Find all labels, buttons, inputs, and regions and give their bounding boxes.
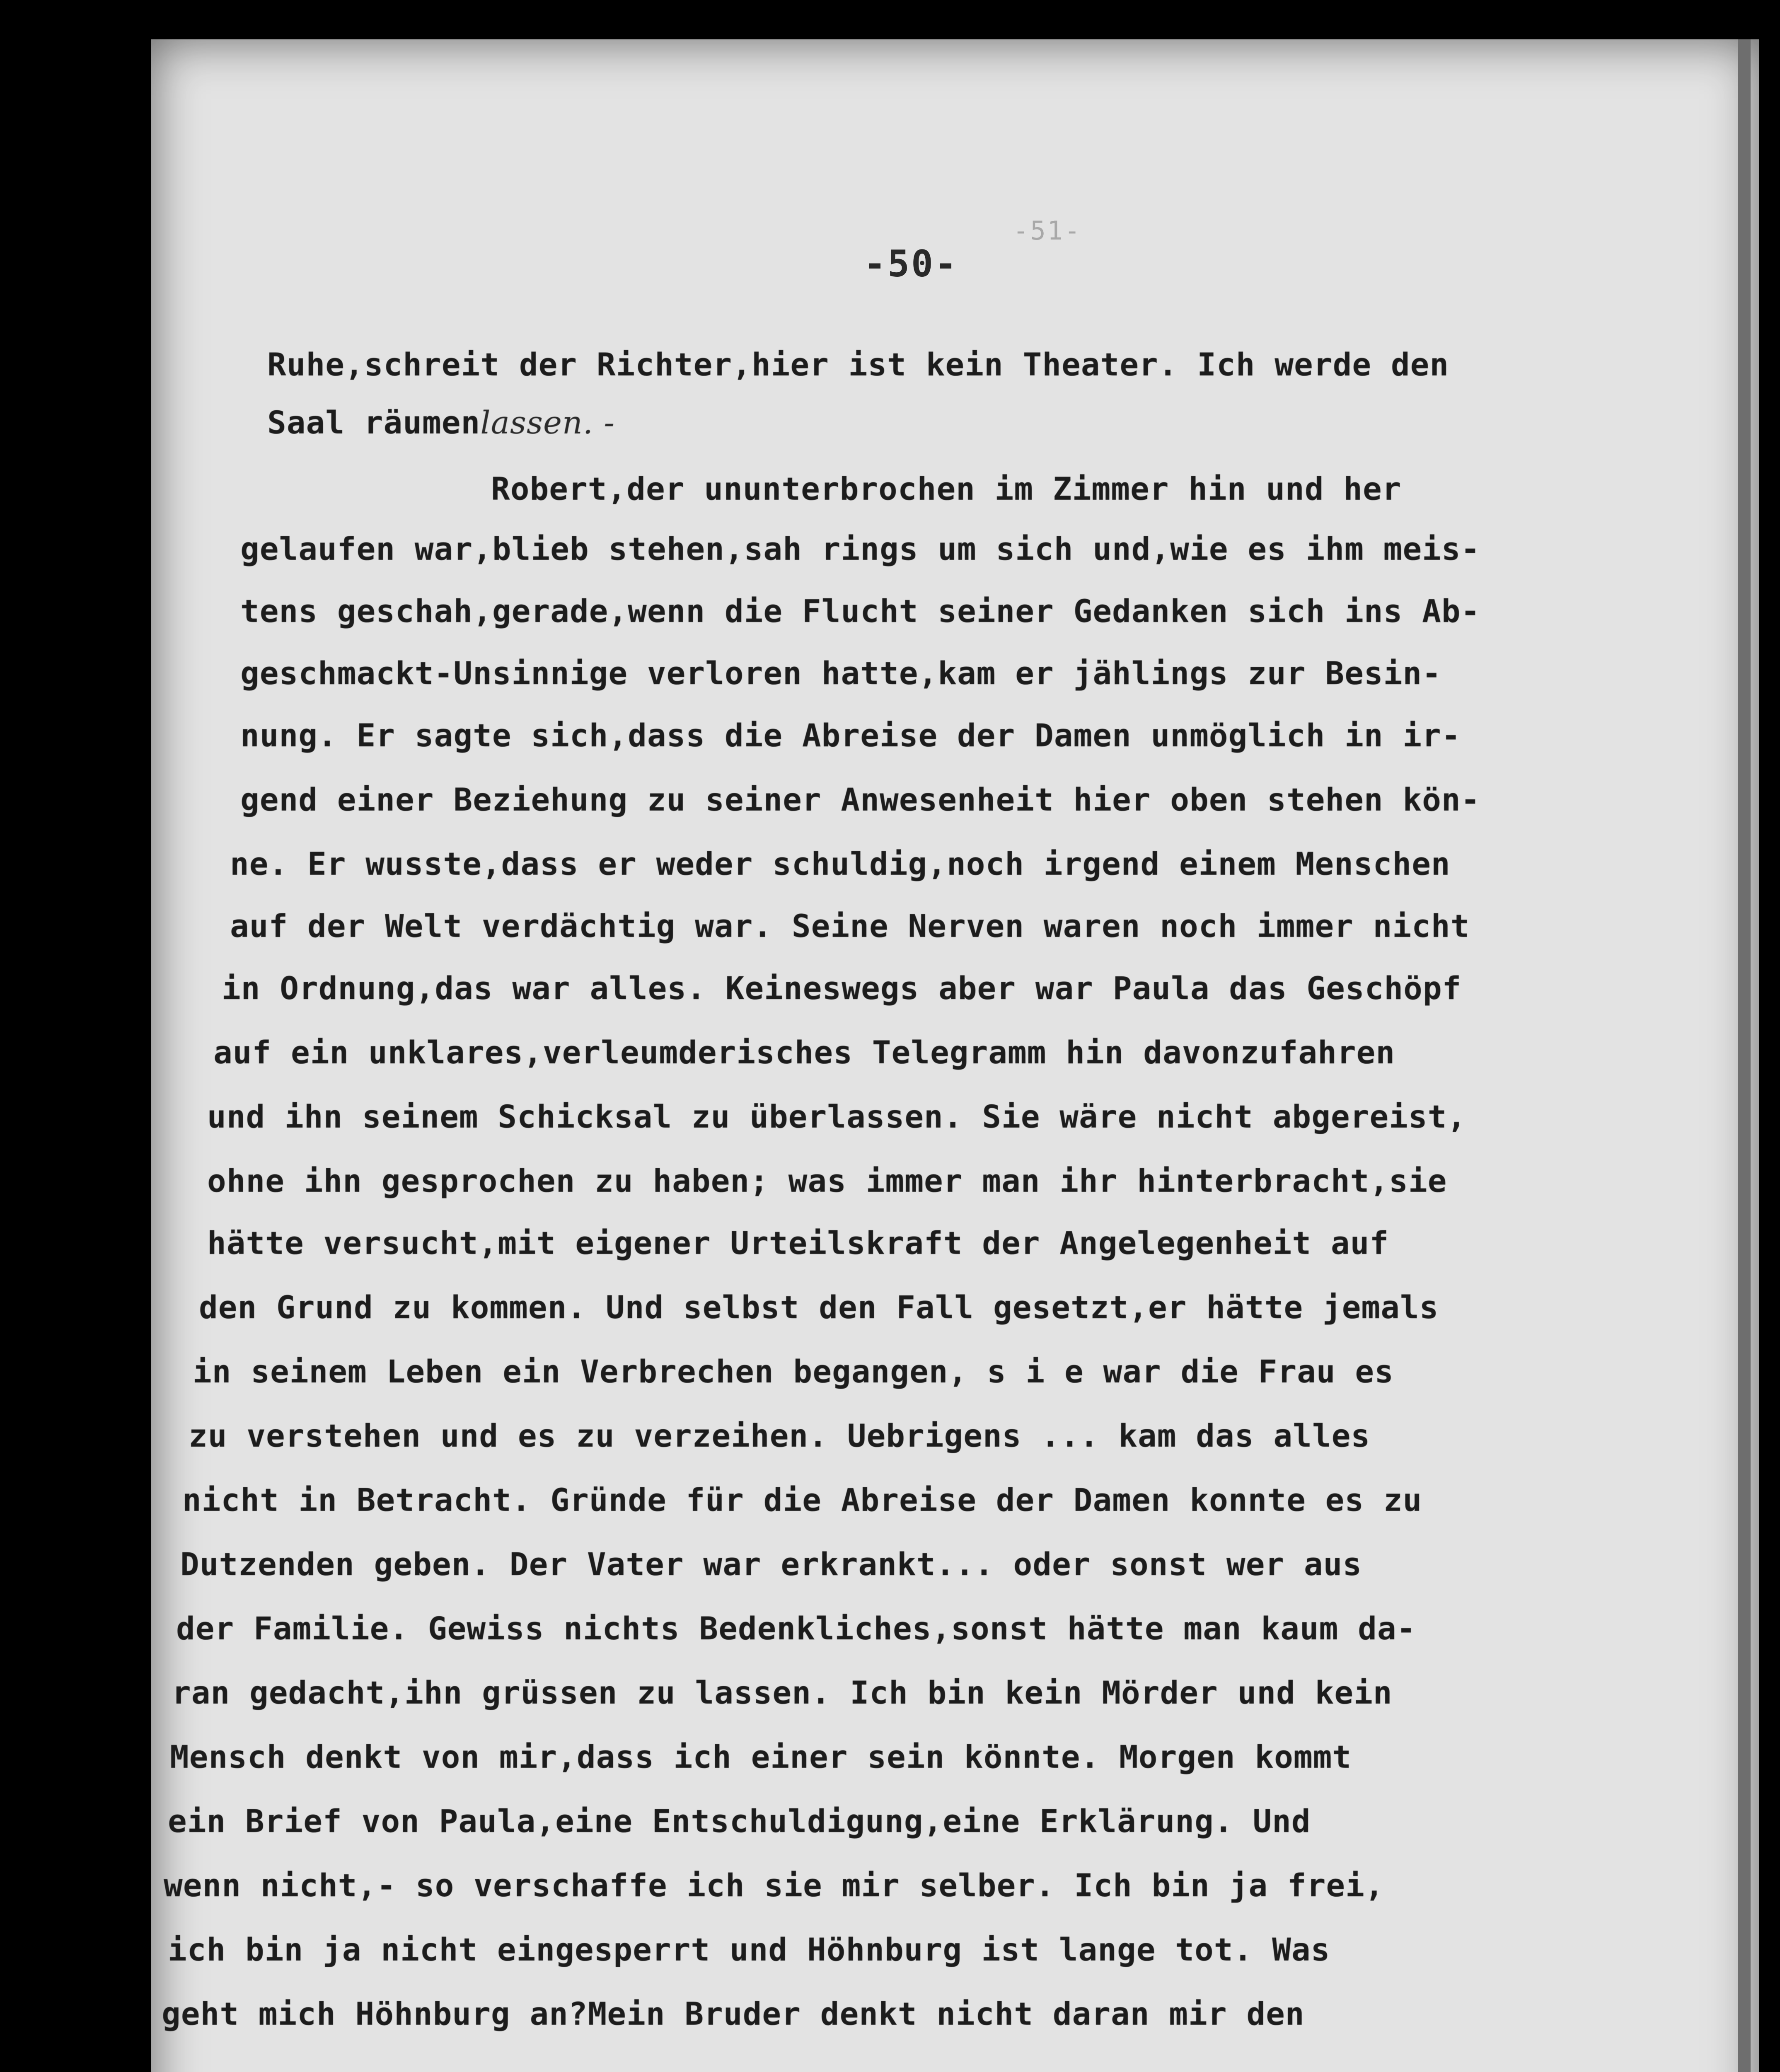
text-line: tens geschah,gerade,wenn die Flucht seiner Gedanken sich ins Ab- xyxy=(240,593,1480,629)
text-line: geht mich Höhnburg an?Mein Bruder denkt nicht daran mir den xyxy=(162,1995,1305,2032)
text-line: ohne ihn gesprochen zu haben; was immer man ihr hinterbracht,sie xyxy=(207,1162,1447,1199)
page-number: -50- xyxy=(864,242,958,285)
text-line: geschmackt-Unsinnige verloren hatte,kam er jählings zur Besin- xyxy=(240,655,1441,692)
text-line: auf ein unklares,verleumderisches Telegramm hin davonzufahren xyxy=(213,1034,1395,1071)
text-line: Robert,der ununterbrochen im Zimmer hin und her xyxy=(491,470,1402,507)
text-line: der Familie. Gewiss nichts Bedenkliches,sonst hätte man kaum da- xyxy=(176,1610,1416,1647)
text-line: Mensch denkt von mir,dass ich einer sein könnte. Morgen kommt xyxy=(170,1738,1352,1775)
text-line: und ihn seinem Schicksal zu überlassen. Sie wäre nicht abgereist, xyxy=(207,1098,1467,1135)
text-line: zu verstehen und es zu verzeihen. Uebrigens ... kam das alles xyxy=(189,1417,1371,1454)
text-line: ich bin ja nicht eingesperrt und Höhnburg ist lange tot. Was xyxy=(168,1931,1330,1968)
typed-text-body xyxy=(151,39,1759,2072)
text-line: hätte versucht,mit eigener Urteilskraft der Angelegenheit auf xyxy=(207,1225,1389,1261)
text-line: Ruhe,schreit der Richter,hier ist kein Theater. Ich werde den xyxy=(267,346,1449,383)
text-line: nung. Er sagte sich,dass die Abreise der Damen unmöglich in ir- xyxy=(240,717,1461,754)
ghost-page-number: -51- xyxy=(1013,215,1082,246)
text-line: ne. Er wusste,dass er weder schuldig,noch irgend einem Menschen xyxy=(230,845,1451,882)
document-page xyxy=(151,39,1759,2072)
text-line: den Grund zu kommen. Und selbst den Fall gesetzt,er hätte jemals xyxy=(199,1289,1439,1326)
text-line: in seinem Leben ein Verbrechen begangen, s i e war die Frau es xyxy=(193,1353,1394,1390)
text-line-segment: Saal räumen xyxy=(267,404,481,441)
text-line: auf der Welt verdächtig war. Seine Nerven waren noch immer nicht xyxy=(230,908,1470,944)
text-line: gelaufen war,blieb stehen,sah rings um sich und,wie es ihm meis- xyxy=(240,530,1480,567)
text-line: nicht in Betracht. Gründe für die Abreise der Damen konnte es zu xyxy=(182,1481,1422,1518)
handwritten-insert: lassen. - xyxy=(480,404,615,441)
text-line: in Ordnung,das war alles. Keineswegs aber war Paula das Geschöpf xyxy=(222,970,1462,1007)
text-line: gend einer Beziehung zu seiner Anwesenheit hier oben stehen kön- xyxy=(240,781,1480,818)
text-line: ein Brief von Paula,eine Entschuldigung,eine Erklärung. Und xyxy=(168,1803,1311,1840)
text-line xyxy=(267,404,615,441)
text-line: ran gedacht,ihn grüssen zu lassen. Ich bin kein Mörder und kein xyxy=(172,1674,1393,1711)
text-line: wenn nicht,- so verschaffe ich sie mir selber. Ich bin ja frei, xyxy=(164,1867,1384,1904)
text-line: Dutzenden geben. Der Vater war erkrankt... oder sonst wer aus xyxy=(180,1546,1362,1583)
